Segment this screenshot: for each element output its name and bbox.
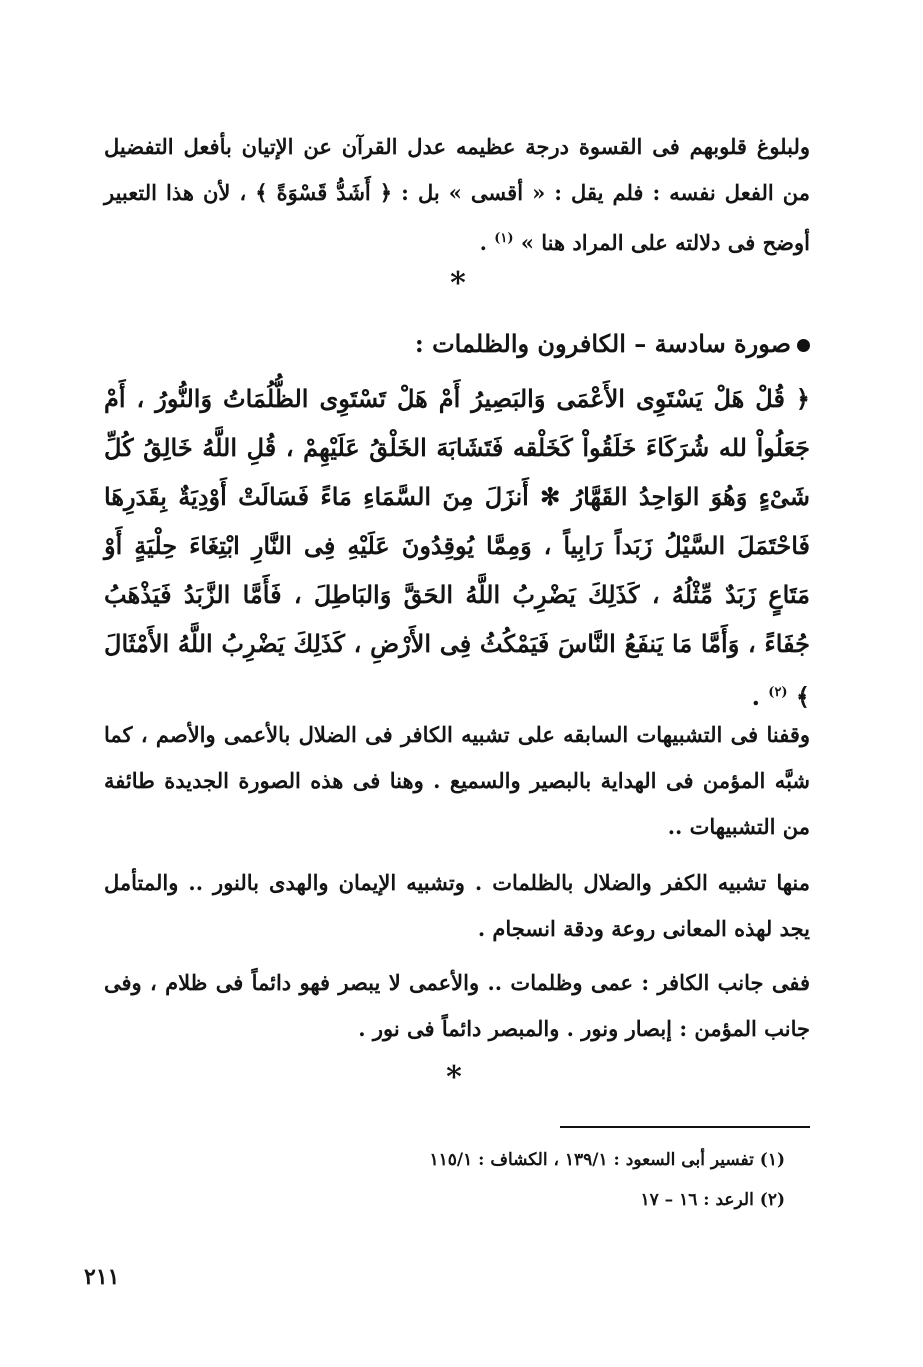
footnote-2: (٢) الرعد : ١٦ – ١٧: [640, 1190, 785, 1210]
bullet-icon: [797, 339, 810, 352]
section-separator: *: [450, 266, 466, 301]
section-heading: صورة سادسة – الكافرون والظلمات :: [104, 324, 810, 364]
footnote-1: (١) تفسير أبى السعود : ١٣٩/١ ، الكشاف : ١١٥/١: [429, 1150, 785, 1170]
paragraph-similes: وقفنا فى التشبيهات السابقه على تشبيه الكافر فى الضلال بالأعمى والأصم ، كما شبَّه المؤمن فى الهداية بالبصير والسميع . وهنا فى هذه الصورة الجديدة طائفة من التشبيهات ..: [104, 722, 810, 839]
paragraph-darkness-light: منها تشبيه الكفر والضلال بالظلمات . وتشبيه الإيمان والهدى بالنور .. والمتأمل يجد لهذه المعانى روعة ودقة انسجام .: [104, 870, 810, 941]
footnote-rule: [560, 1126, 810, 1128]
quran-verse: ﴿ قُلْ هَلْ يَسْتَوِى الأَعْمَى وَالبَصِيرُ أَمْ هَلْ تَسْتَوِى الظُّلُمَاتُ وَالنُّورُ ، أَمْ جَعَلُواْ لله شُرَكَاءَ خَلَقُواْ كَخَلْقه فَتَشَابَهَ الخَلْقُ عَلَيْهِمْ ، قُلِ اللَّهُ خَالِقُ كُلِّ شَىْءٍ وَهُوَ الوَاحِدُ القَهَّارُ ✻ أَنزَلَ مِنَ السَّمَاءِ مَاءً فَسَالَتْ أَوْدِيَةٌ بِقَدَرِهَا فَاحْتَمَلَ السَّيْلُ زَبَداً رَابِياً ، وَمِمَّا يُوقِدُونَ عَلَيْهِ فِى النَّارِ ابْتِغَاءَ حِلْيَةٍ أَوْ مَتَاعٍ زَبَدٌ مِّثْلُهُ ، كَذَلِكَ يَضْرِبُ اللَّهُ الحَقَّ وَالبَاطِلَ ، فَأَمَّا الزَّبَدُ فَيَذْهَبُ جُفَاءً ، وَأَمَّا مَا يَنفَعُ النَّاسَ فَيَمْكُثُ فِى الأَرْضِ ، كَذَلِكَ يَضْرِبُ اللَّهُ الأَمْثَالَ ﴾ $^{(٢)}$ .: [104, 384, 811, 711]
footnote-ref-2: (٢): [768, 685, 788, 700]
footnote-ref-1: (١): [494, 231, 514, 246]
paragraph-believer-disbeliever: ففى جانب الكافر : عمى وظلمات .. والأعمى لا يبصر فهو دائماً فى ظلام ، وفى جانب المؤمن : إبصار ونور . والمبصر دائماً فى نور .: [104, 970, 810, 1041]
page-number: ٢١١: [84, 1264, 120, 1290]
paragraph-intro: ولبلوغ قلوبهم فى القسوة درجة عظيمه عدل القرآن عن الإتيان بأفعل التفضيل من الفعل نفسه : فلم يقل : « أقسى » بل : ﴿ أَشَدُّ قَسْوَةً ﴾ ، لأن هذا التعبير أوضح فى دلالته على المراد هنا » $^{(١)}$ .: [104, 134, 810, 255]
section-separator: *: [446, 1060, 462, 1095]
